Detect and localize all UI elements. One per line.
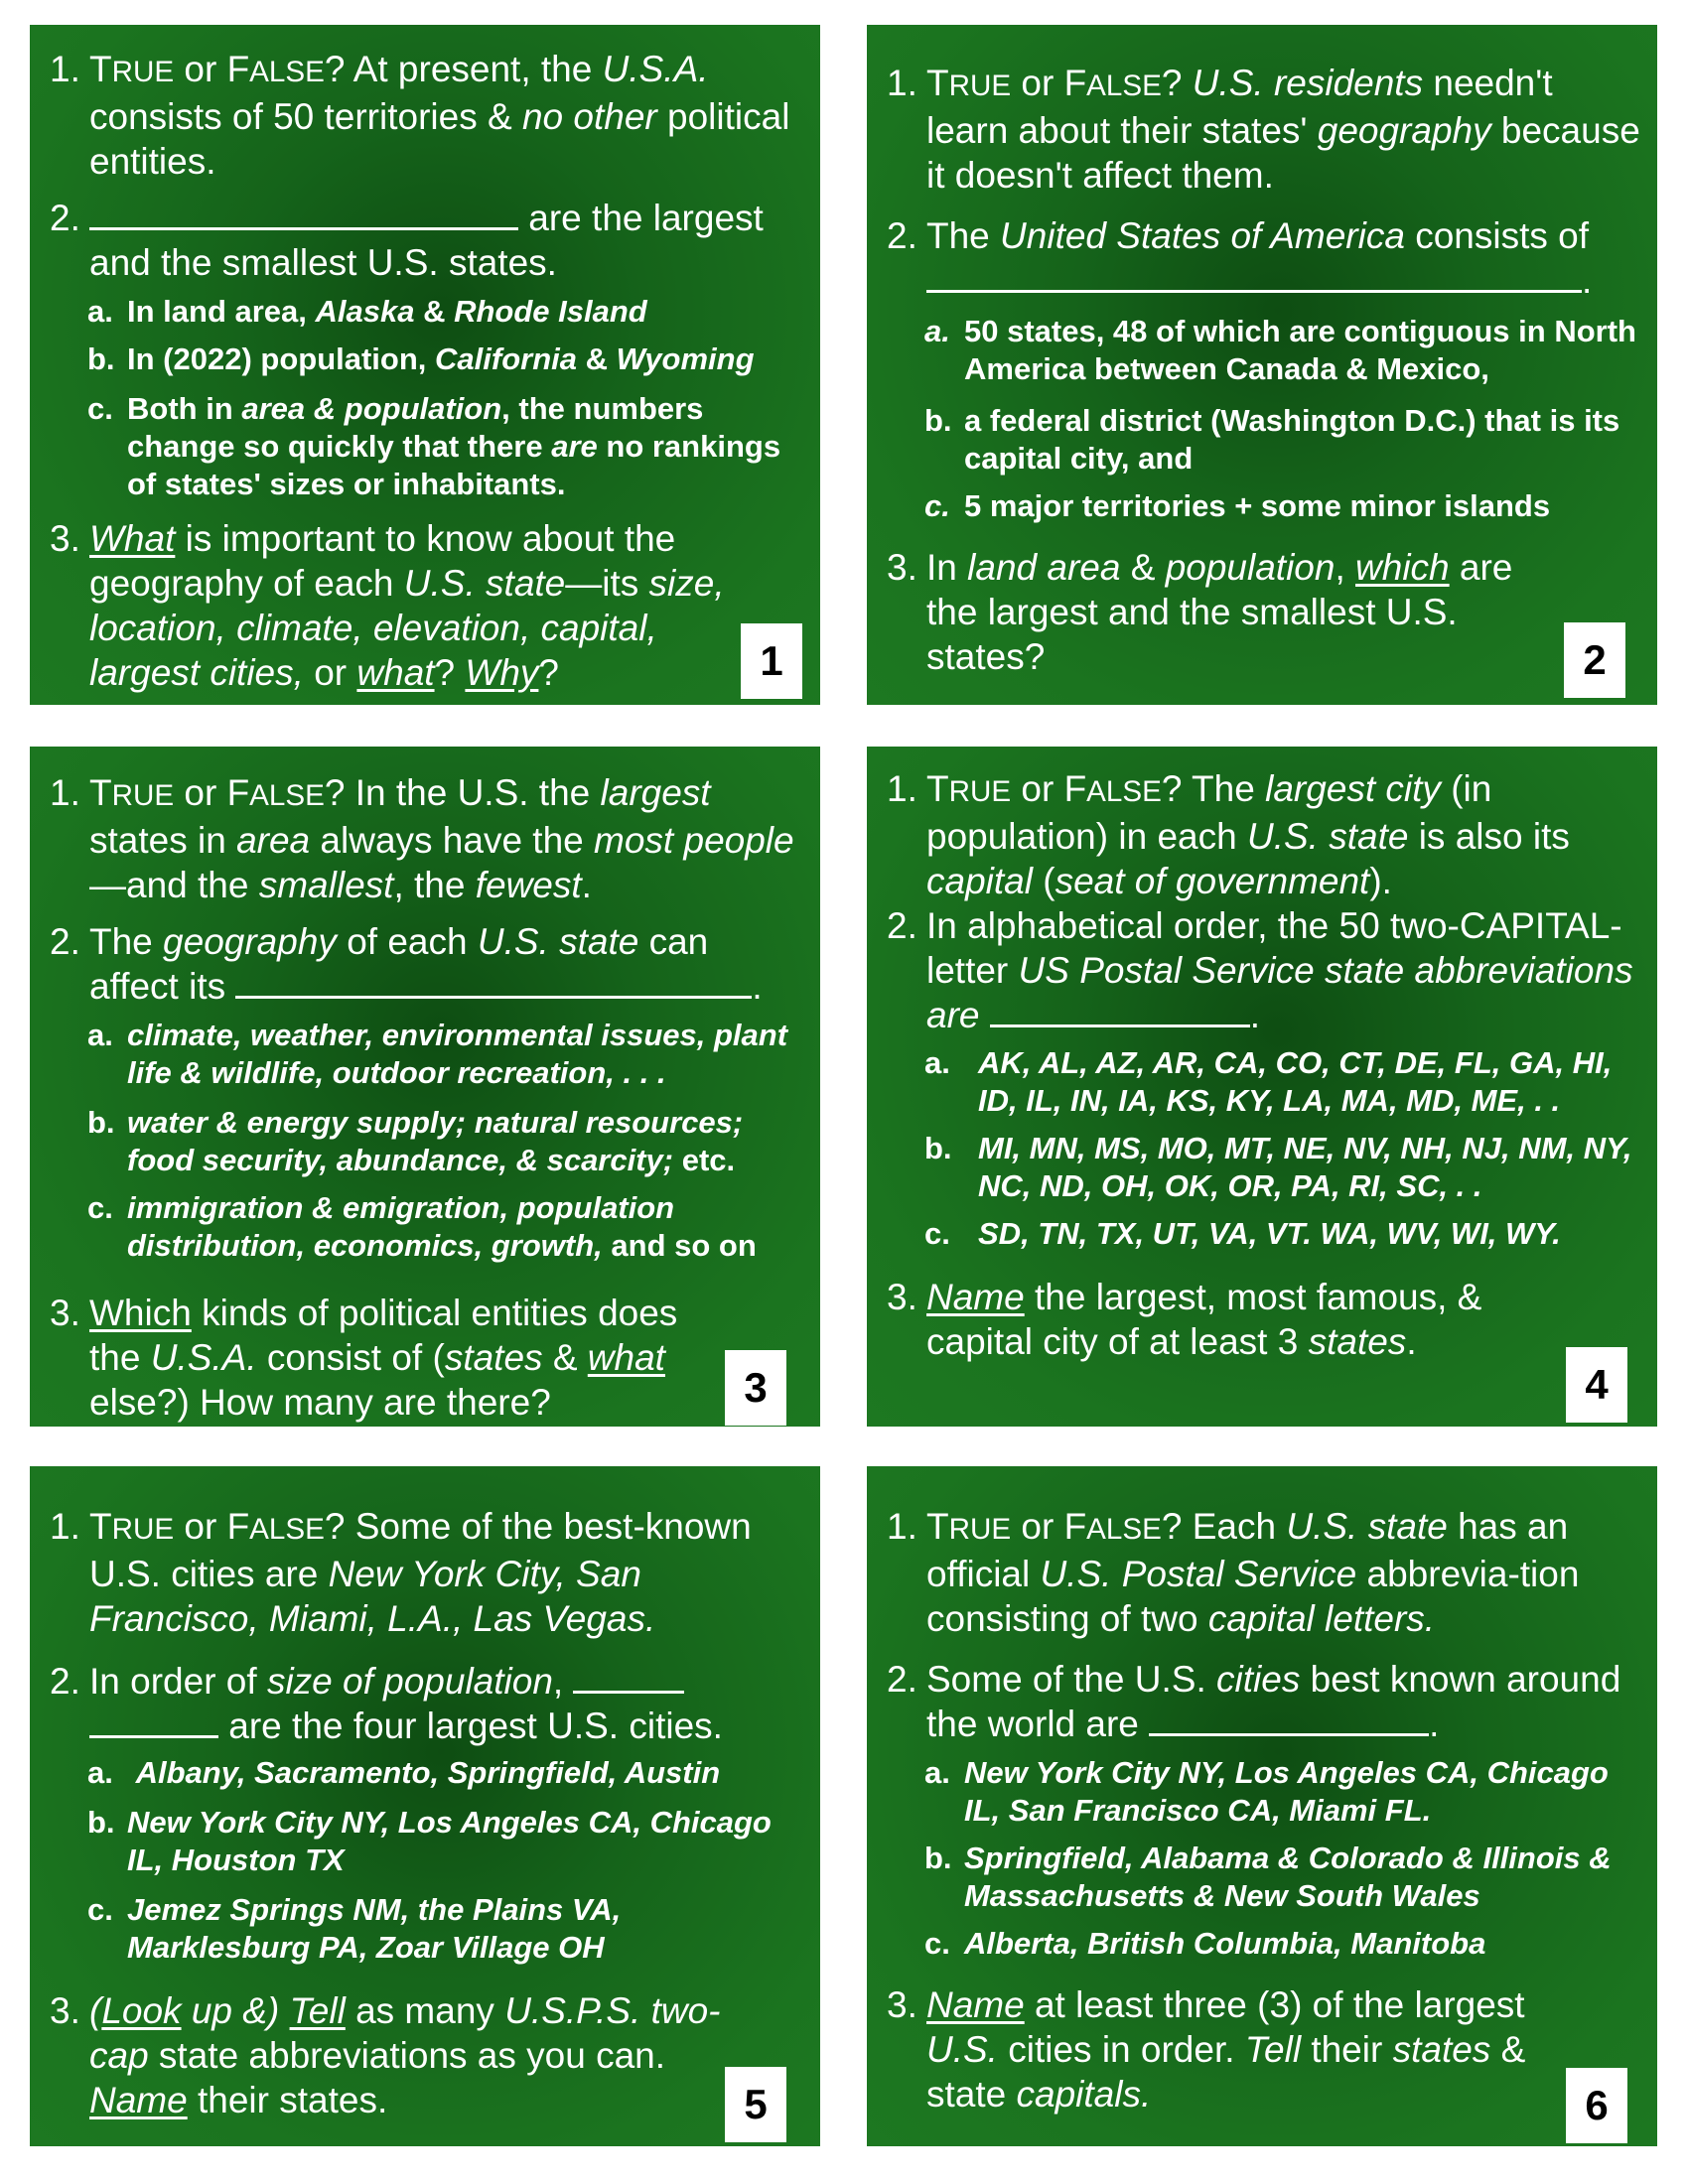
question-2: 2. Some of the U.S. cities best known around the world are .: [887, 1659, 1621, 1744]
question-card-3: [30, 747, 820, 1427]
card-number-box: 6: [1566, 2068, 1627, 2143]
question-card-6: [867, 1466, 1657, 2146]
question-card-1: [30, 25, 820, 705]
question-2: 2. are the largest and the smallest U.S. states.: [50, 198, 764, 283]
option-b: b. New York City NY, Los Angeles CA, Chicago IL, Houston TX: [87, 1805, 772, 1877]
option-b: b. water & energy supply; natural resources; food security, abundance, & scarcity; etc.: [87, 1105, 744, 1177]
answer-blank: [1149, 1703, 1429, 1736]
option-c: c. 5 major territories + some minor islands: [924, 488, 1551, 523]
question-3: 3. Name the largest, most famous, & capital city of at least 3 states.: [887, 1277, 1482, 1362]
option-c: c. immigration & emigration, population distribution, economics, growth, and so on: [87, 1190, 757, 1263]
option-b: b. MI, MN, MS, MO, MT, NE, NV, NH, NJ, NM, NY, NC, ND, OH, OK, OR, PA, RI, SC, . .: [924, 1131, 1632, 1203]
answer-blank: [573, 1660, 684, 1694]
answer-blank: [990, 994, 1250, 1027]
question-1: 1. TRUE or FALSE? The largest city (in population) in each U.S. state is also its capital (seat of government).: [887, 768, 1570, 901]
question-1: 1. TRUE or FALSE? In the U.S. the largest states in area always have the most people—and the smallest, the fewest.: [50, 772, 794, 905]
card-number-box: 1: [741, 623, 802, 699]
question-3: 3. What is important to know about the geography of each U.S. state—its size, location, climate, elevation, capital, largest cities, or what? Why?: [50, 518, 725, 693]
answer-blank: [235, 965, 752, 999]
option-a: a. AK, AL, AZ, AR, CA, CO, CT, DE, FL, GA, HI, ID, IL, IN, IA, KS, KY, LA, MA, MD, ME, . .: [924, 1045, 1638, 1118]
question-1: 1. TRUE or FALSE? Some of the best-known U.S. cities are New York City, San Francisco, Miami, L.A., Las Vegas.: [50, 1506, 752, 1639]
card-number-box: 4: [1566, 1347, 1627, 1423]
answer-blank-cont: [89, 1705, 218, 1738]
answer-blank: [89, 197, 518, 230]
card-number-box: 5: [725, 2067, 786, 2142]
question-3: 3. Which kinds of political entities does the U.S.A. consist of (states & what else?) How many are there?: [50, 1293, 678, 1423]
option-a: a. climate, weather, environmental issues, plant life & wildlife, outdoor recreation, . . .: [87, 1018, 788, 1090]
question-2: 2. In alphabetical order, the 50 two-CAPITAL-letter US Postal Service state abbreviations are .: [887, 905, 1633, 1035]
option-c: c. SD, TN, TX, UT, VA, VT. WA, WV, WI, WY.: [924, 1216, 1561, 1251]
question-card-2: [867, 25, 1657, 705]
question-2: 2. In order of size of population, are the four largest U.S. cities.: [50, 1661, 723, 1746]
question-3: 3. In land area & population, which are the largest and the smallest U.S. states?: [887, 547, 1513, 677]
question-1: 1. TRUE or FALSE? Each U.S. state has an official U.S. Postal Service abbrevia-tion consisting of two capital letters.: [887, 1506, 1580, 1639]
question-2: 2. The geography of each U.S. state can affect its .: [50, 921, 763, 1007]
question-1: 1. TRUE or FALSE? U.S. residents needn't learn about their states' geography because it doesn't affect them.: [887, 63, 1640, 196]
option-a: a. 50 states, 48 of which are contiguous in North America between Canada & Mexico,: [924, 314, 1636, 386]
option-b: b. Springfield, Alabama & Colorado & Illinois & Massachusetts & New South Wales: [924, 1841, 1612, 1913]
option-c: c. Alberta, British Columbia, Manitoba: [924, 1926, 1486, 1961]
question-card-4: [867, 747, 1657, 1427]
question-1: 1. TRUE or FALSE? At present, the U.S.A. consists of 50 territories & no other political entities.: [50, 49, 790, 182]
question-3: 3. (Look up &) Tell as many U.S.P.S. two-cap state abbreviations as you can. Name their states.: [50, 1990, 721, 2120]
option-b: b. In (2022) population, California & Wyoming: [87, 341, 755, 376]
answer-blank: [926, 259, 1582, 293]
option-a: a. Albany, Sacramento, Springfield, Austin: [87, 1755, 721, 1790]
option-c: c. Both in area & population, the numbers change so quickly that there are no rankings of states' sizes or inhabitants.: [87, 391, 781, 501]
option-a: a. New York City NY, Los Angeles CA, Chicago IL, San Francisco CA, Miami FL.: [924, 1755, 1609, 1828]
option-c: c. Jemez Springs NM, the Plains VA, Marklesburg PA, Zoar Village OH: [87, 1892, 622, 1965]
question-card-5: [30, 1466, 820, 2146]
card-number-box: 3: [725, 1350, 786, 1426]
card-number-box: 2: [1564, 622, 1625, 698]
option-a: a. In land area, Alaska & Rhode Island: [87, 294, 647, 329]
option-b: b. a federal district (Washington D.C.) that is its capital city, and: [924, 403, 1620, 476]
question-3: 3. Name at least three (3) of the largest U.S. cities in order. Tell their states & state capitals.: [887, 1984, 1526, 2115]
question-2: 2. The United States of America consists of .: [887, 215, 1593, 301]
